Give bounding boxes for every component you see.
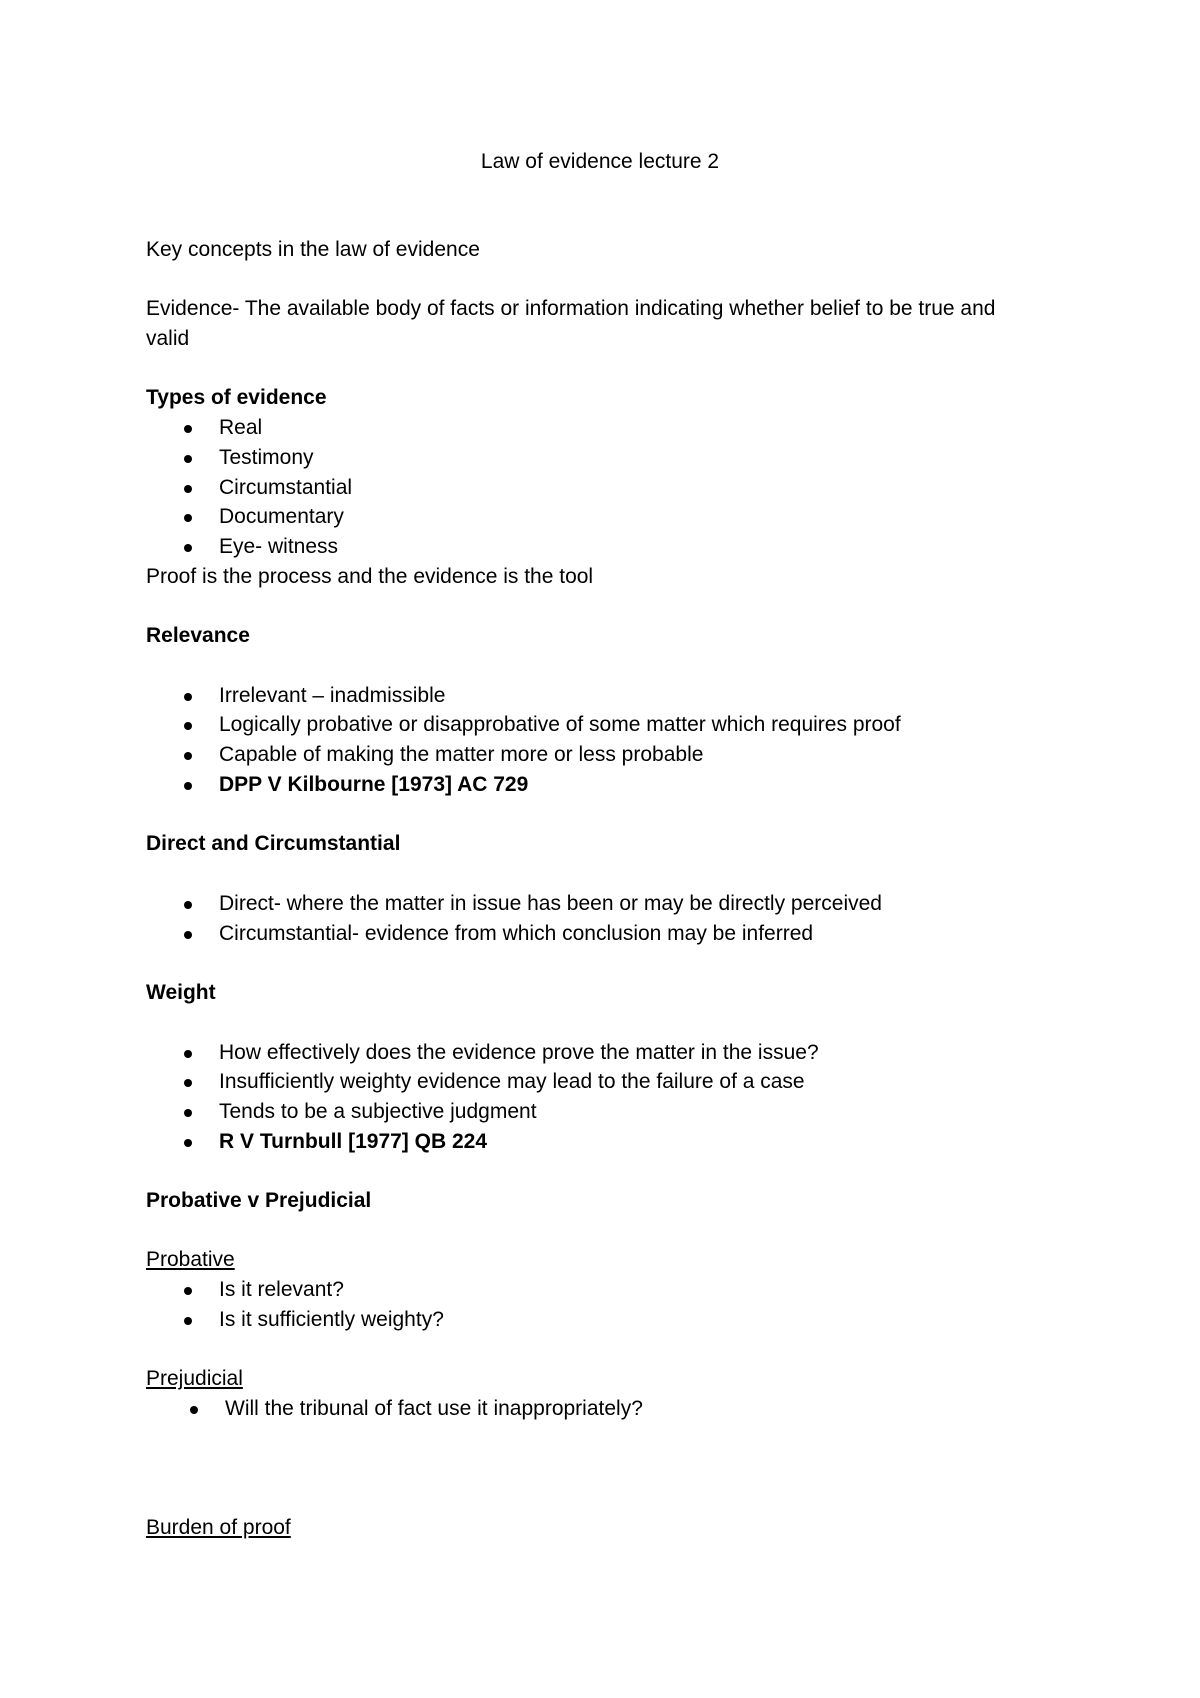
bullet-icon: [184, 425, 192, 433]
bullet-icon: [190, 1406, 198, 1414]
relevance-heading: Relevance: [146, 624, 250, 647]
proof-line: Proof is the process and the evidence is the tool: [146, 565, 594, 588]
list-item-text: Circumstantial: [219, 476, 353, 499]
bullet-icon: [184, 544, 192, 552]
prejudicial-subheading: Prejudicial: [146, 1367, 243, 1390]
list-item-text: Insufficiently weighty evidence may lead to the failure of a case: [219, 1070, 805, 1093]
types-heading: Types of evidence: [146, 386, 327, 409]
bullet-icon: [184, 455, 192, 463]
weight-heading: Weight: [146, 981, 216, 1004]
list-item-text: Eye- witness: [219, 535, 339, 558]
bullet-icon: [184, 1317, 192, 1325]
bullet-icon: [184, 782, 192, 790]
case-citation: DPP V Kilbourne [1973] AC 729: [219, 773, 529, 796]
direct-circumstantial-heading: Direct and Circumstantial: [146, 832, 401, 855]
list-item-text: Will the tribunal of fact use it inappropriately?: [225, 1397, 643, 1420]
list-item-text: Is it relevant?: [219, 1278, 344, 1301]
list-item-text: Documentary: [219, 505, 344, 528]
list-item-text: Is it sufficiently weighty?: [219, 1308, 444, 1331]
evidence-definition-line-2: valid: [146, 327, 190, 350]
list-item-text: Irrelevant – inadmissible: [219, 684, 446, 707]
list-item-text: Tends to be a subjective judgment: [219, 1100, 537, 1123]
bullet-icon: [184, 1139, 192, 1147]
list-item-text: Real: [219, 416, 263, 439]
list-item-text: Capable of making the matter more or less probable: [219, 743, 704, 766]
bullet-icon: [184, 1050, 192, 1058]
bullet-icon: [184, 1287, 192, 1295]
list-item-text: How effectively does the evidence prove the matter in the issue?: [219, 1041, 819, 1064]
list-item-text: Direct- where the matter in issue has been or may be directly perceived: [219, 892, 882, 915]
bullet-icon: [184, 931, 192, 939]
probative-subheading: Probative: [146, 1248, 235, 1271]
intro-heading: Key concepts in the law of evidence: [146, 238, 480, 261]
bullet-icon: [184, 485, 192, 493]
bullet-icon: [184, 722, 192, 730]
burden-of-proof-heading: Burden of proof: [146, 1516, 291, 1539]
list-item-text: Testimony: [219, 446, 314, 469]
bullet-icon: [184, 901, 192, 909]
case-citation: R V Turnbull [1977] QB 224: [219, 1130, 488, 1153]
bullet-icon: [184, 1109, 192, 1117]
document-title: Law of evidence lecture 2: [480, 150, 720, 173]
bullet-icon: [184, 514, 192, 522]
list-item-text: Logically probative or disapprobative of some matter which requires proof: [219, 713, 901, 736]
bullet-icon: [184, 693, 192, 701]
bullet-icon: [184, 1079, 192, 1087]
evidence-definition-line-1: Evidence- The available body of facts or information indicating whether belief to be true and: [146, 297, 996, 320]
list-item-text: Circumstantial- evidence from which conclusion may be inferred: [219, 922, 814, 945]
probative-prejudicial-heading: Probative v Prejudicial: [146, 1189, 372, 1212]
bullet-icon: [184, 752, 192, 760]
